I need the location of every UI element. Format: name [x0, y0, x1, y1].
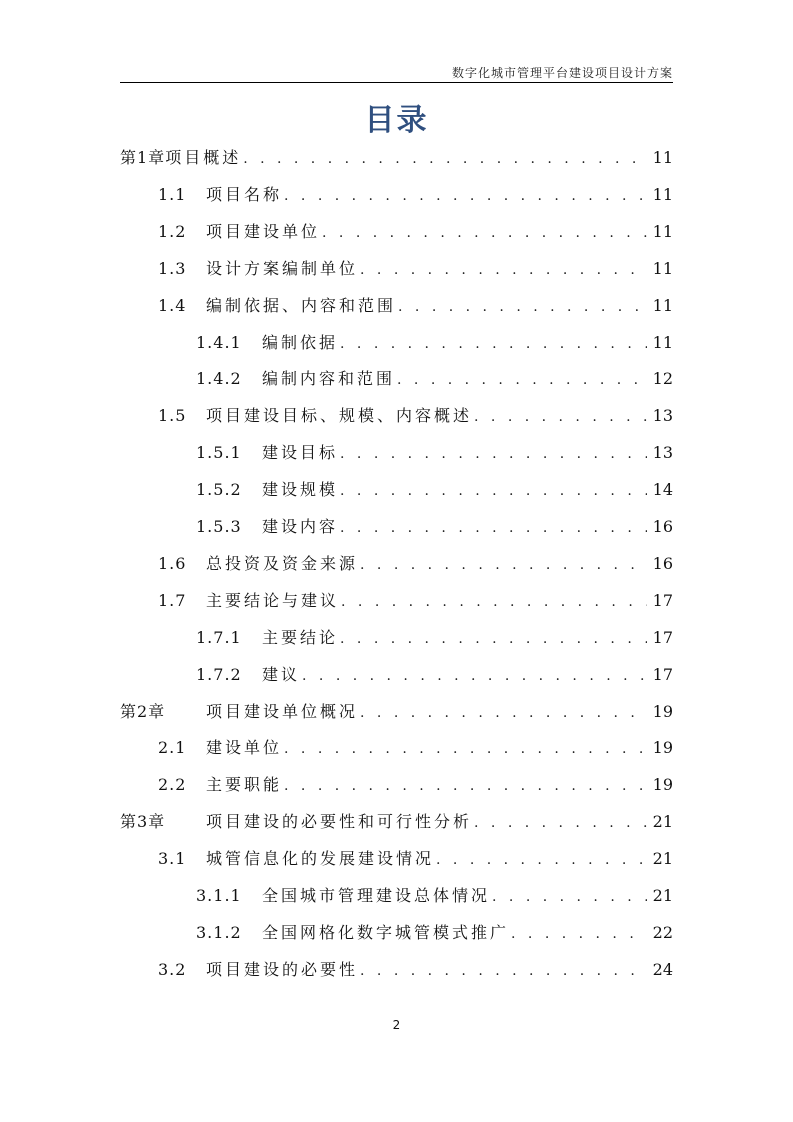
toc-entry[interactable] [196, 663, 673, 687]
toc-dot-leader [340, 442, 647, 466]
toc-dot-leader [511, 922, 647, 946]
toc-entry-label: 主要结论与建议 [206, 591, 340, 610]
toc-entry-label: 全国网格化数字城管模式推广 [262, 923, 510, 942]
toc-title: 目录 [364, 103, 429, 138]
toc-dot-leader [474, 811, 647, 835]
toc-entry-page: 13 [652, 406, 673, 425]
toc-entry-page: 16 [652, 554, 673, 573]
toc-entry-page: 12 [652, 369, 673, 388]
toc-dot-leader [340, 332, 647, 356]
toc-entry[interactable] [158, 773, 673, 797]
toc-entry-page: 11 [652, 333, 673, 352]
toc-entry[interactable] [196, 441, 673, 465]
toc-entry-page: 19 [652, 702, 673, 721]
toc-dot-leader [360, 258, 647, 282]
toc-dot-leader [340, 627, 647, 651]
toc-entry-page: 21 [652, 812, 673, 831]
toc-dot-leader [397, 368, 647, 392]
toc-entry-number: 1.4.2 [196, 369, 242, 388]
toc-entry-page: 19 [652, 775, 673, 794]
toc-entry-number: 3.1 [158, 849, 187, 868]
toc-entry-page: 14 [652, 480, 673, 499]
toc-entry[interactable] [158, 847, 673, 871]
toc-entry[interactable] [120, 700, 673, 724]
toc-entry-page: 11 [652, 259, 673, 278]
toc-entry-label: 项目建设单位概况 [206, 702, 359, 721]
toc-entry-page: 19 [652, 738, 673, 757]
toc-entry-label: 项目概述 [165, 148, 242, 167]
toc-entry-number: 1.5.1 [196, 443, 242, 462]
toc-entry-page: 24 [652, 960, 673, 979]
toc-entry-label: 主要职能 [206, 775, 283, 794]
toc-entry-label: 建议 [262, 665, 301, 684]
toc-entry[interactable] [158, 736, 673, 760]
toc-entry-label: 项目名称 [206, 185, 283, 204]
toc-entry-number: 3.1.1 [196, 886, 242, 905]
toc-entry-label: 城管信息化的发展建设情况 [206, 849, 435, 868]
toc-dot-leader [322, 221, 647, 245]
toc-entry-number: 1.3 [158, 259, 187, 278]
toc-dot-leader [284, 184, 647, 208]
toc-entry-page: 21 [652, 886, 673, 905]
toc-dot-leader [340, 479, 647, 503]
toc-entry[interactable] [158, 552, 673, 576]
toc-entry-number: 3.2 [158, 960, 187, 979]
running-header: 数字化城市管理平台建设项目设计方案 [451, 66, 673, 80]
toc-entry-label: 编制内容和范围 [262, 369, 396, 388]
toc-entry-number: 1.4 [158, 296, 187, 315]
toc-entry[interactable] [158, 257, 673, 281]
toc-dot-leader [436, 848, 647, 872]
toc-entry-number: 1.5 [158, 406, 187, 425]
toc-entry-number: 2.1 [158, 738, 187, 757]
toc-entry-number: 第1章 [120, 148, 166, 167]
toc-entry-page: 13 [652, 443, 673, 462]
toc-entry[interactable] [158, 183, 673, 207]
toc-entry[interactable] [158, 220, 673, 244]
toc-entry[interactable] [196, 626, 673, 650]
toc-entry-label: 编制依据 [262, 333, 339, 352]
toc-entry[interactable] [158, 589, 673, 613]
toc-entry-label: 主要结论 [262, 628, 339, 647]
toc-entry-page: 17 [652, 591, 673, 610]
toc-dot-leader [302, 664, 647, 688]
toc-dot-leader [340, 516, 647, 540]
toc-entry-number: 1.7.2 [196, 665, 242, 684]
toc-entry-label: 建设目标 [262, 443, 339, 462]
toc-entry-label: 项目建设目标、规模、内容概述 [206, 406, 473, 425]
toc-entry[interactable] [196, 921, 673, 945]
toc-entry-page: 21 [652, 849, 673, 868]
toc-dot-leader [360, 553, 647, 577]
toc-entry-number: 1.2 [158, 222, 187, 241]
toc-dot-leader [243, 147, 647, 171]
toc-entry-number: 1.7.1 [196, 628, 242, 647]
toc-entry-number: 1.7 [158, 591, 187, 610]
toc-dot-leader [284, 737, 647, 761]
toc-dot-leader [284, 774, 647, 798]
toc-entry-label: 建设单位 [206, 738, 283, 757]
toc-dot-leader [360, 701, 647, 725]
toc-entry[interactable] [158, 958, 673, 982]
toc-dot-leader [474, 405, 647, 429]
toc-entry-page: 22 [652, 923, 673, 942]
toc-entry-label: 编制依据、内容和范围 [206, 296, 397, 315]
toc-entry-page: 11 [652, 222, 673, 241]
toc-dot-leader [360, 959, 647, 983]
toc-entry[interactable] [196, 884, 673, 908]
toc-entry-label: 项目建设的必要性和可行性分析 [206, 812, 473, 831]
toc-entry-page: 11 [652, 185, 673, 204]
toc-entry-number: 2.2 [158, 775, 187, 794]
toc-entry-label: 总投资及资金来源 [206, 554, 359, 573]
toc-entry[interactable] [158, 294, 673, 318]
toc-entry[interactable] [196, 515, 673, 539]
toc-entry-number: 1.4.1 [196, 333, 242, 352]
toc-entry[interactable] [158, 404, 673, 428]
toc-entry[interactable] [196, 331, 673, 355]
toc-entry-label: 全国城市管理建设总体情况 [262, 886, 491, 905]
toc-entry-number: 3.1.2 [196, 923, 242, 942]
toc-dot-leader [492, 885, 647, 909]
toc-entry-page: 17 [652, 665, 673, 684]
page-number: 2 [392, 1018, 401, 1032]
toc-entry[interactable] [196, 478, 673, 502]
toc-entry[interactable] [196, 367, 673, 391]
toc-dot-leader [398, 295, 647, 319]
toc-entry-label: 项目建设的必要性 [206, 960, 359, 979]
toc-entry-label: 设计方案编制单位 [206, 259, 359, 278]
toc-entry-page: 17 [652, 628, 673, 647]
toc-entry-number: 第2章 [120, 702, 166, 721]
toc-entry-number: 1.5.3 [196, 517, 242, 536]
toc-entry-label: 建设规模 [262, 480, 339, 499]
toc-entry[interactable] [120, 146, 673, 170]
toc-entry-page: 16 [652, 517, 673, 536]
toc-entry-number: 1.5.2 [196, 480, 242, 499]
toc-entry-label: 项目建设单位 [206, 222, 321, 241]
toc-entry-page: 11 [652, 296, 673, 315]
toc-entry-label: 建设内容 [262, 517, 339, 536]
toc-entry-number: 第3章 [120, 812, 166, 831]
toc-entry-number: 1.1 [158, 185, 187, 204]
toc-entry-number: 1.6 [158, 554, 187, 573]
toc-dot-leader [341, 590, 647, 614]
header-rule [120, 82, 673, 83]
toc-entry[interactable] [120, 810, 673, 834]
toc-entry-page: 11 [652, 148, 673, 167]
